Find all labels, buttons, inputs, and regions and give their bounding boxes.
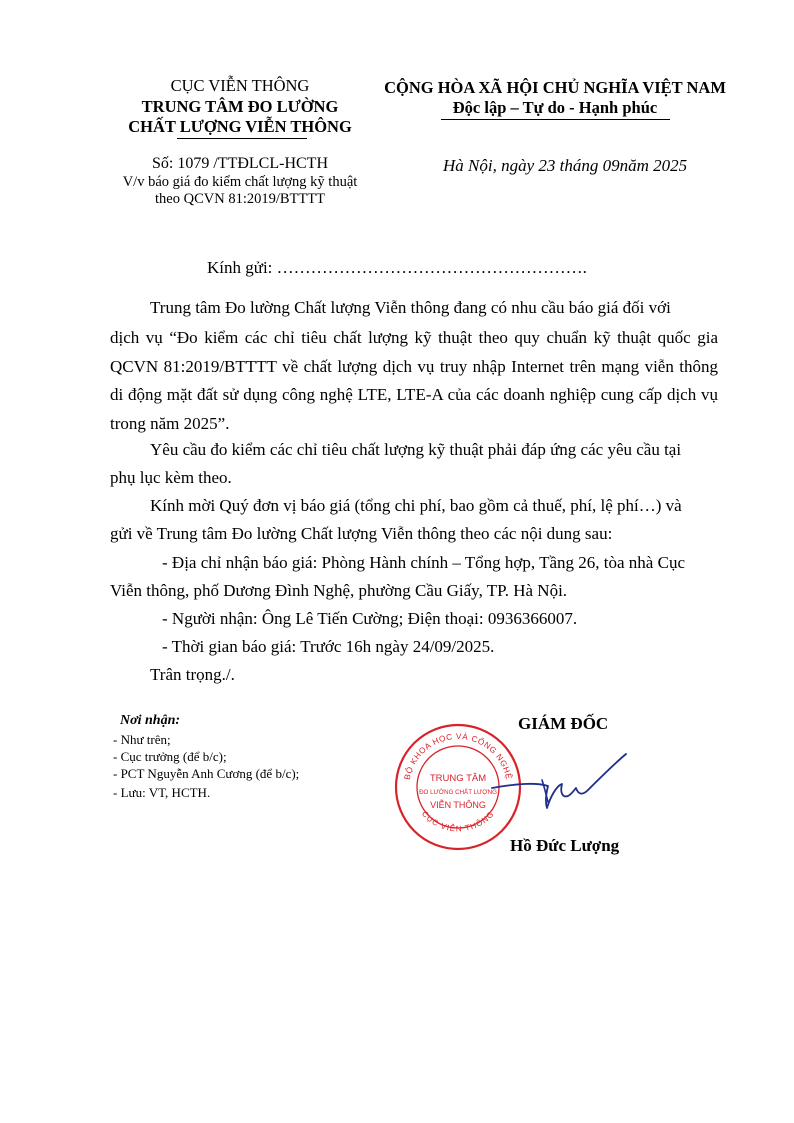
paragraph-2-first-line: Yêu cầu đo kiểm các chỉ tiêu chất lượng kỹ thuật phải đáp ứng các yêu cầu tại bbox=[150, 440, 682, 459]
salutation: Kính gửi: ………………………………………………. bbox=[207, 258, 587, 277]
paragraph-3-first-line: Kính mời Quý đơn vị báo giá (tổng chi phí, bao gồm cả thuế, phí, lệ phí…) và bbox=[150, 496, 682, 515]
signer-title: GIÁM ĐỐC bbox=[518, 714, 609, 733]
document-number: Số: 1079 /TTĐLCL-HCTH bbox=[152, 155, 328, 172]
seal-center-line3: VIỄN THÔNG bbox=[430, 800, 486, 810]
issue-date: Hà Nội, ngày 23 tháng 09năm 2025 bbox=[443, 156, 688, 175]
address-rest: Viễn thông, phố Dương Đình Nghệ, phường Cầu Giấy, TP. Hà Nội. bbox=[110, 581, 568, 600]
signer-name: Hồ Đức Lượng bbox=[510, 836, 620, 855]
paragraph-3-rest: gửi về Trung tâm Đo lường Chất lượng Viễn thông theo các nội dung sau: bbox=[110, 524, 613, 543]
deadline-line: - Thời gian báo giá: Trước 16h ngày 24/09/2025. bbox=[162, 637, 495, 656]
country-name: CỘNG HÒA XÃ HỘI CHỦ NGHĨA VIỆT NAM bbox=[384, 78, 726, 97]
handwritten-signature bbox=[490, 750, 630, 820]
paragraph-1-first-line: Trung tâm Đo lường Chất lượng Viễn thông đang có nhu cầu báo giá đối với bbox=[150, 298, 671, 317]
recipients-heading: Nơi nhận: bbox=[120, 713, 181, 728]
recipient-item: - Lưu: VT, HCTH. bbox=[113, 785, 211, 800]
org-underline bbox=[177, 138, 307, 139]
recipient-item: - Như trên; bbox=[113, 732, 171, 747]
address-first-line: - Địa chỉ nhận báo giá: Phòng Hành chính – Tổng hợp, Tầng 26, tòa nhà Cục bbox=[162, 553, 685, 572]
agency-name: CỤC VIỄN THÔNG bbox=[170, 76, 310, 95]
seal-center-line1: TRUNG TÂM bbox=[429, 773, 487, 784]
national-motto: Độc lập – Tự do - Hạnh phúc bbox=[452, 98, 658, 117]
paragraph-2-rest: phụ lục kèm theo. bbox=[110, 468, 232, 487]
center-name-line2: CHẤT LƯỢNG VIỄN THÔNG bbox=[128, 117, 352, 136]
motto-underline bbox=[441, 119, 670, 120]
seal-center-line2: ĐO LƯỜNG CHẤT LƯỢNG bbox=[419, 789, 497, 796]
recipient-item: - Cục trưởng (để b/c); bbox=[113, 749, 227, 764]
receiver-line: - Người nhận: Ông Lê Tiến Cường; Điện thoại: 0936366007. bbox=[162, 609, 578, 628]
paragraph-1-rest: dịch vụ “Đo kiểm các chỉ tiêu chất lượng kỹ thuật theo quy chuẩn kỹ thuật quốc gia QCVN 81:2019/BTTTT về chất lượng dịch vụ truy nhập Internet trên mạng viễn thông di động mặt đất sử dụng công nghệ LTE, LTE-A của các doanh nghiệp cung cấp dịch vụ trong năm 2025”. bbox=[110, 328, 718, 433]
subject-line1: V/v báo giá đo kiểm chất lượng kỹ thuật bbox=[122, 174, 358, 190]
svg-text:CỤC VIỄN THÔNG bbox=[420, 809, 496, 833]
seal-ring-text: BỘ KHOA HỌC VÀ CÔNG NGHỆ bbox=[402, 731, 514, 781]
subject-line2: theo QCVN 81:2019/BTTTT bbox=[155, 191, 325, 207]
recipient-item: - PCT Nguyễn Anh Cương (để b/c); bbox=[113, 766, 300, 781]
closing-line: Trân trọng./. bbox=[150, 665, 235, 684]
center-name-line1: TRUNG TÂM ĐO LƯỜNG bbox=[141, 97, 339, 116]
seal-bottom-text: CỤC VIỄN THÔNG bbox=[419, 809, 497, 834]
